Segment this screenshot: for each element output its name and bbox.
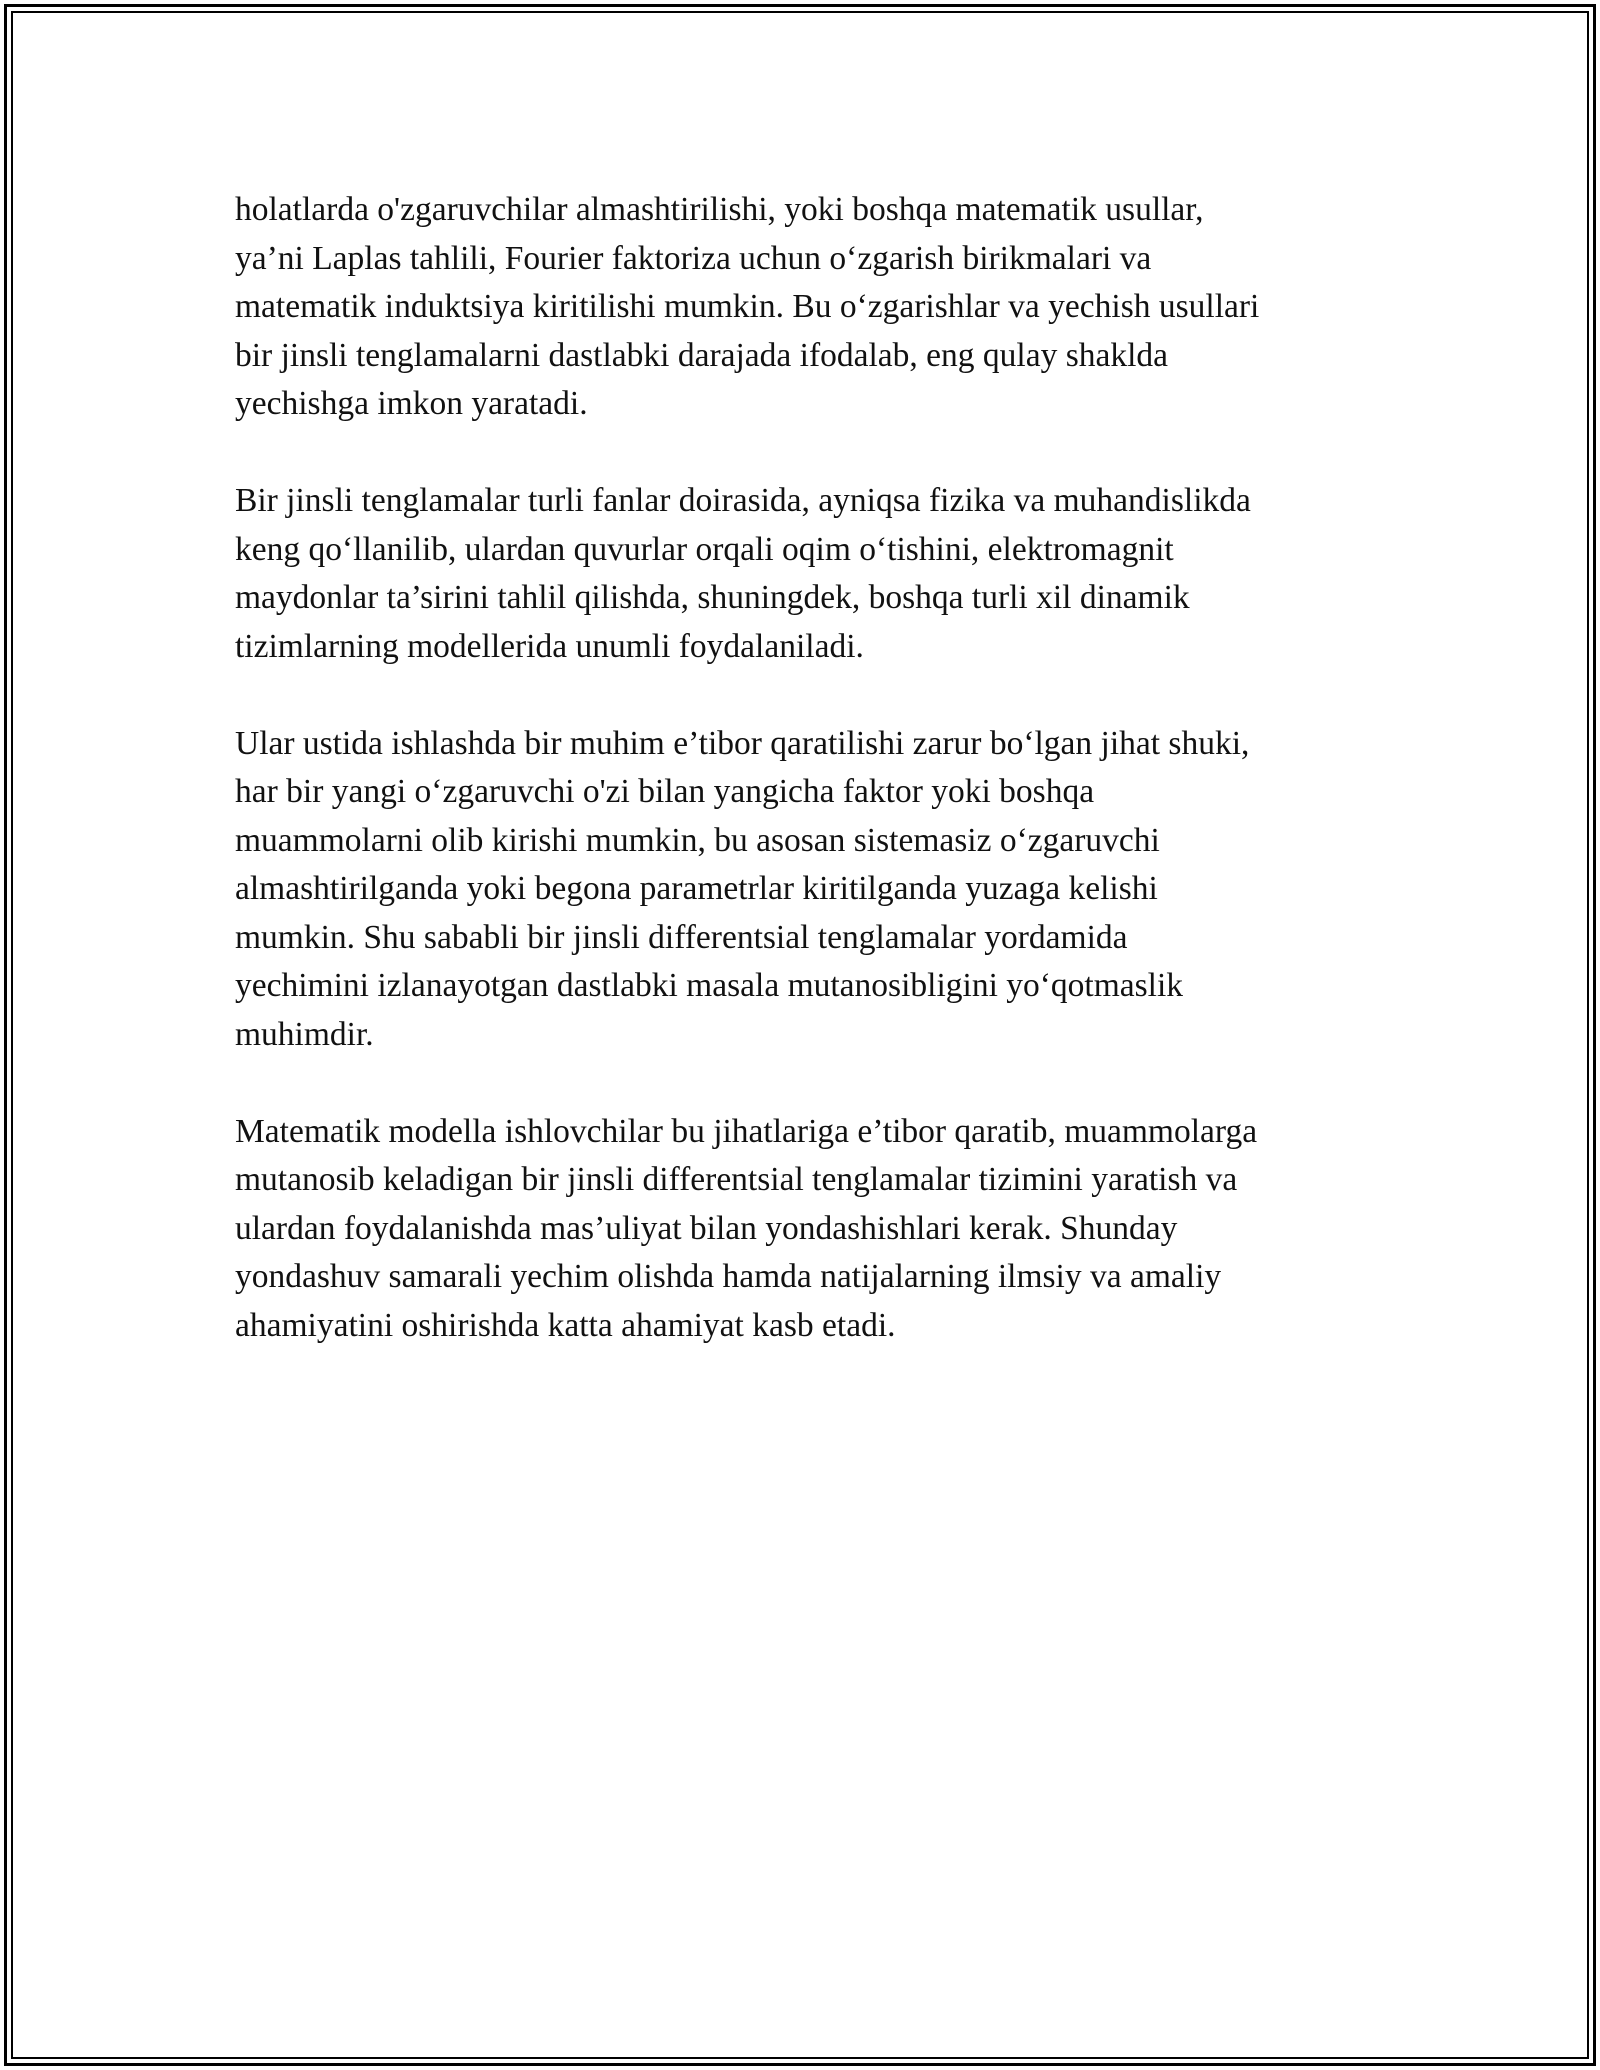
paragraph-2: Bir jinsli tenglamalar turli fanlar doirasida, ayniqsa fizika va muhandislikda keng qo‘llanilib, ulardan quvurlar orqali oqim o‘tishini, elektromagnit maydonlar ta’sirini tahlil qilishda, shuningdek, boshqa turli xil dinamik tizimlarning modellerida unumli foydalaniladi.: [235, 482, 1251, 665]
document-body: [235, 186, 1375, 1350]
paragraph-4: Matematik modella ishlovchilar bu jihatlariga e’tibor qaratib, muammolarga mutanosib keladigan bir jinsli differentsial tenglamalar tizimini yaratish va ulardan foydalanishda mas’uliyat bilan yondashishlari kerak. Shunday yondashuv samarali yechim olishda hamda natijalarning ilmsiy va amaliy ahamiyatini oshirishda katta ahamiyat kasb etadi.: [235, 1112, 1258, 1344]
paragraph-3: Ular ustida ishlashda bir muhim e’tibor qaratilishi zarur bo‘lgan jihat shuki, har bir yangi o‘zgaruvchi o'zi bilan yangicha faktor yoki boshqa muammolarni olib kirishi mumkin, bu asosan sistemasiz o‘zgaruvchi almashtirilganda yoki begona parametrlar kiritilganda yuzaga kelishi mumkin. Shu sababli bir jinsli differentsial tenglamalar yordamida yechimini izlanayotgan dastlabki masala mutanosibligini yo‘qotmaslik muhimdir.: [235, 724, 1250, 1053]
paragraph-1: holatlarda o'zgaruvchilar almashtirilishi, yoki boshqa matematik usullar, ya’ni Laplas tahlili, Fourier faktoriza uchun o‘zgarish birikmalari va matematik induktsiya kiritilishi mumkin. Bu o‘zgarishlar va yechish usullari bir jinsli tenglamalarni dastlabki darajada ifodalab, eng qulay shaklda yechishga imkon yaratadi.: [235, 191, 1260, 422]
